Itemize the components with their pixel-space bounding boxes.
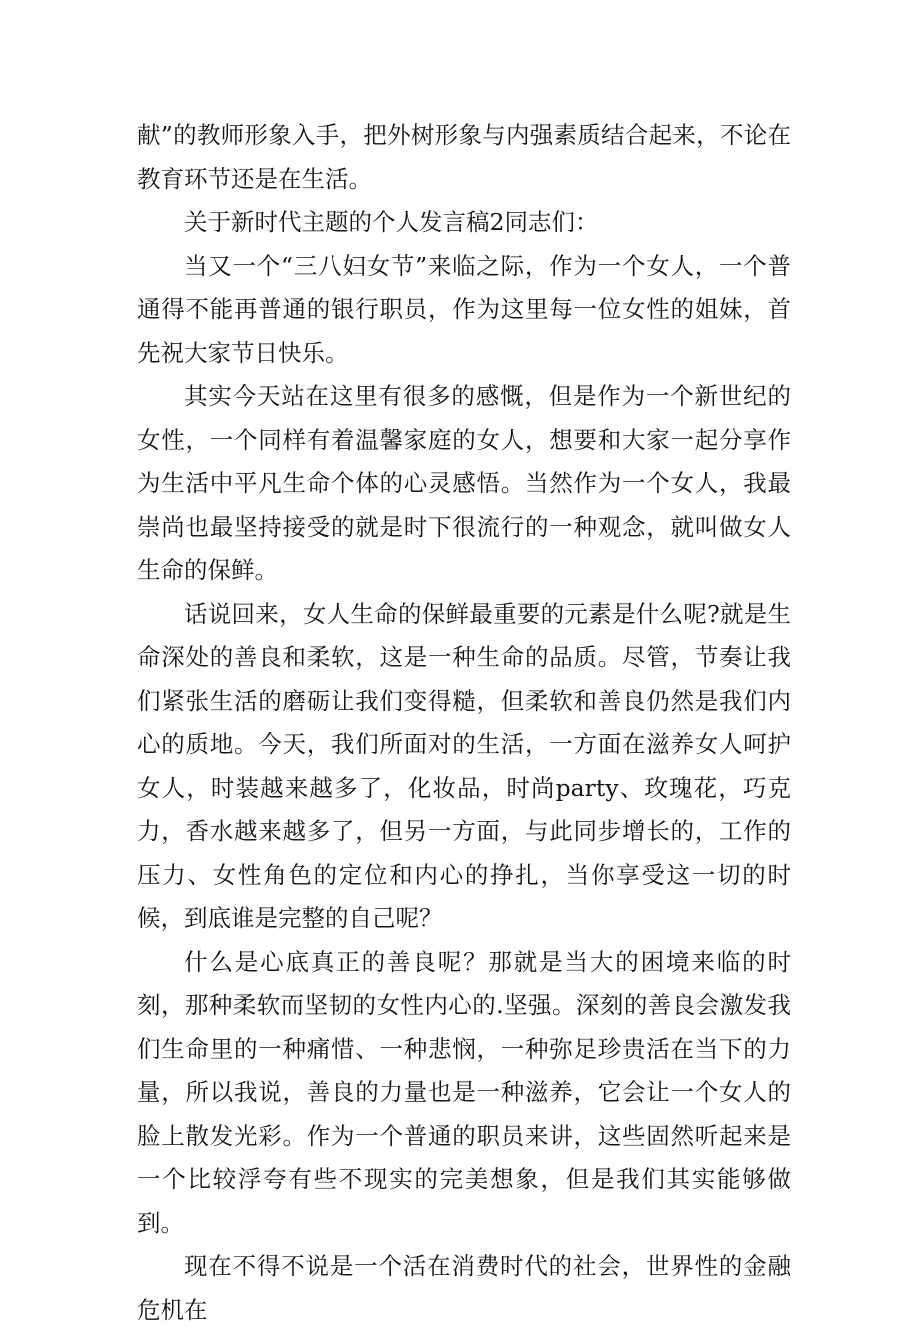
- paragraph: 其实今天站在这里有很多的感慨，但是作为一个新世纪的女性，一个同样有着温馨家庭的女人，想要和大家一起分享作为生活中平凡生命个体的心灵感悟。当然作为一个女人，我最崇尚也最坚持接受的就是时下很流行的一种观念，就叫做女人生命的保鲜。: [137, 382, 791, 584]
- paragraph: 什么是心底真正的善良呢？那就是当大的困境来临的时刻，那种柔软而坚韧的女性内心的.坚强。深刻的善良会激发我们生命里的一种痛惜、一种悲悯，一种弥足珍贵活在当下的力量，所以我说，善良的力量也是一种滋养，它会让一个女人的脸上散发光彩。作为一个普通的职员来讲，这些固然听起来是一个比较浮夸有些不现实的完美想象，但是我们其实能够做到。: [137, 947, 791, 1237]
- paragraph: 当又一个“三八妇女节”来临之际，作为一个女人，一个普通得不能再普通的银行职员，作为这里每一位女性的姐妹，首先祝大家节日快乐。: [137, 251, 791, 367]
- paragraph: 现在不得不说是一个活在消费时代的社会，世界性的金融危机在: [137, 1252, 791, 1324]
- paragraph-continued: 献”的教师形象入手，把外树形象与内强素质结合起来，不论在教育环节还是在生活。: [137, 121, 791, 193]
- body-text: [137, 114, 791, 1332]
- speech-title-line: 关于新时代主题的个人发言稿2同志们：: [184, 208, 599, 236]
- paragraph: 话说回来，女人生命的保鲜最重要的元素是什么呢?就是生命深处的善良和柔软，这是一种生命的品质。尽管，节奏让我们紧张生活的磨砺让我们变得糙，但柔软和善良仍然是我们内心的质地。今天，我们所面对的生活，一方面在滋养女人呵护女人，时装越来越多了，化妆品，时尚party、玫瑰花，巧克力，香水越来越多了，但另一方面，与此同步增长的，工作的压力、女性角色的定位和内心的挣扎，当你享受这一切的时候，到底谁是完整的自己呢？: [137, 599, 791, 932]
